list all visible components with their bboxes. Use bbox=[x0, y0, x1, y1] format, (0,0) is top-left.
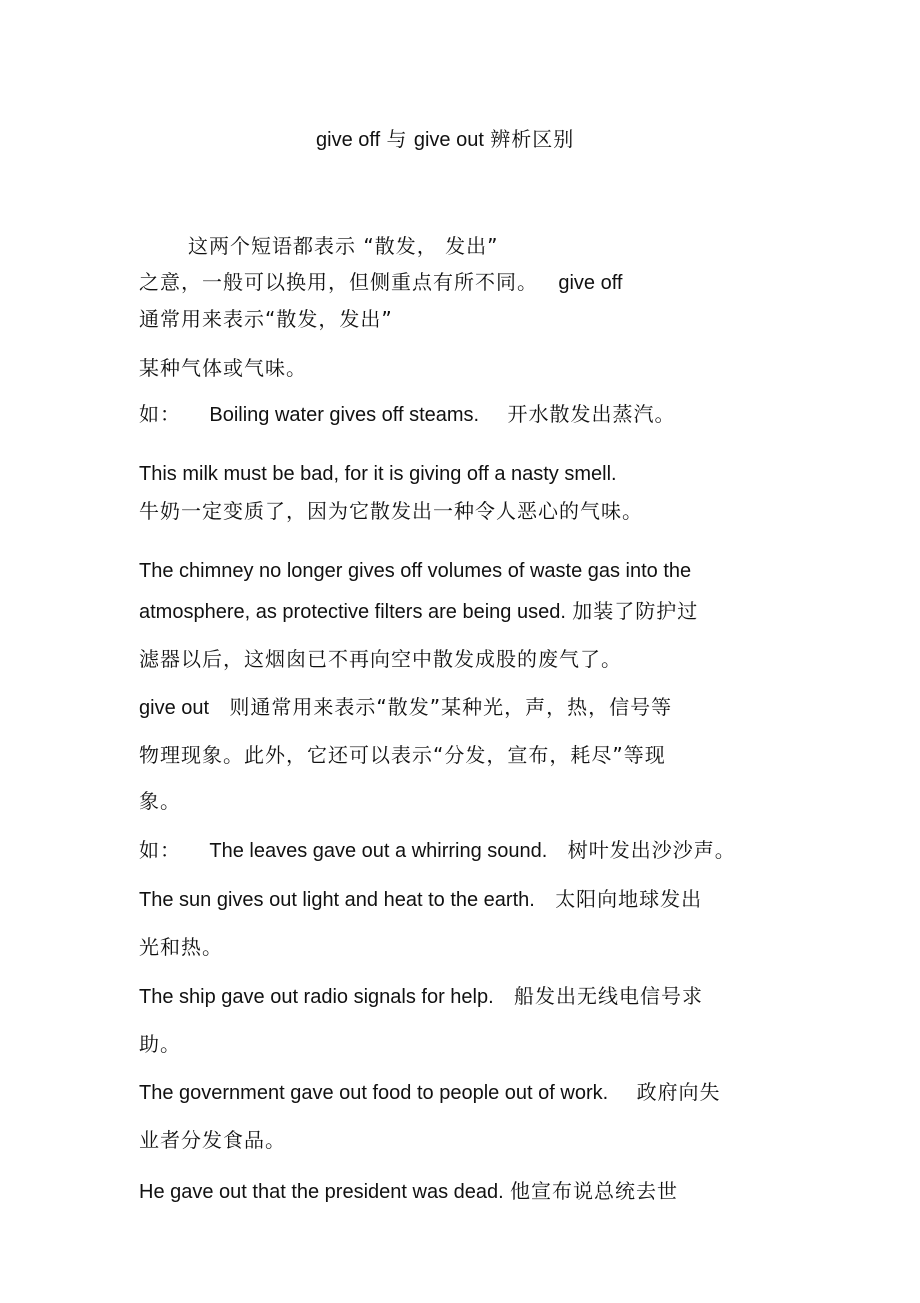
example-2-english: This milk must be bad, for it is giving off a nasty smell. bbox=[139, 463, 617, 485]
example-4-chinese: 树叶发出沙沙声。 bbox=[567, 838, 736, 862]
example-1-prefix: 如： bbox=[139, 402, 181, 426]
example-4-english: The leaves gave out a whirring sound. bbox=[209, 840, 548, 862]
example-6-chinese-line-1: 船发出无线电信号求 bbox=[514, 984, 704, 1008]
example-6-chinese-line-2: 助。 bbox=[139, 1032, 181, 1056]
example-1-chinese: 开水散发出蒸汽。 bbox=[507, 402, 676, 426]
title-phrase-1: give off bbox=[316, 129, 381, 151]
example-7-english: The government gave out food to people out of work. bbox=[139, 1082, 609, 1104]
example-2-chinese: 牛奶一定变质了，因为它散发出一种令人恶心的气味。 bbox=[139, 499, 643, 523]
intro-line-4: 某种气体或气味。 bbox=[139, 356, 307, 380]
example-4 bbox=[139, 837, 736, 864]
example-7-chinese-line-2: 业者分发食品。 bbox=[139, 1128, 286, 1152]
example-6-line-1 bbox=[139, 983, 703, 1010]
intro-line-2 bbox=[139, 269, 622, 296]
example-1 bbox=[139, 401, 675, 428]
example-7-line-1 bbox=[139, 1079, 721, 1106]
give-out-definition-text: 则通常用来表示“散发”某种光，声，热，信号等 bbox=[229, 695, 673, 719]
example-5-chinese-line-1: 太阳向地球发出 bbox=[555, 887, 703, 911]
title-phrase-2: give out bbox=[413, 129, 484, 151]
give-out-definition-line-2: 物理现象。此外，它还可以表示“分发，宣布，耗尽”等现 bbox=[139, 743, 666, 767]
intro-line-2-text: 之意，一般可以换用，但侧重点有所不同。 bbox=[139, 270, 538, 294]
example-5-chinese-line-2: 光和热。 bbox=[139, 935, 223, 959]
example-3-chinese-line-2: 滤器以后，这烟囱已不再向空中散发成股的废气了。 bbox=[139, 647, 622, 671]
give-out-definition-line-1 bbox=[139, 694, 672, 721]
give-out-definition-line-3: 象。 bbox=[139, 789, 181, 813]
example-3-line-2 bbox=[139, 598, 698, 625]
example-3-english-line-1: The chimney no longer gives off volumes of waste gas into the bbox=[139, 560, 692, 582]
give-out-phrase: give out bbox=[139, 697, 210, 719]
example-5-line-1 bbox=[139, 886, 702, 913]
example-3-english-line-2: atmosphere, as protective filters are being used. bbox=[139, 601, 566, 623]
intro-line-2-phrase: give off bbox=[558, 272, 623, 294]
example-4-prefix: 如： bbox=[139, 838, 181, 862]
page-title bbox=[316, 126, 574, 153]
example-6-english: The ship gave out radio signals for help. bbox=[139, 986, 494, 1008]
title-connector: 与 bbox=[386, 127, 408, 151]
intro-line-1: 这两个短语都表示 “散发， 发出” bbox=[188, 234, 499, 258]
example-8-chinese: 他宣布说总统去世 bbox=[510, 1179, 679, 1203]
example-8 bbox=[139, 1178, 678, 1205]
example-5-english: The sun gives out light and heat to the earth. bbox=[139, 889, 535, 911]
title-suffix: 辨析区别 bbox=[490, 127, 575, 151]
example-7-chinese-line-1: 政府向失 bbox=[636, 1080, 721, 1104]
example-8-english: He gave out that the president was dead. bbox=[139, 1181, 504, 1203]
example-1-english: Boiling water gives off steams. bbox=[209, 404, 480, 426]
intro-line-3: 通常用来表示“散发，发出” bbox=[139, 307, 393, 331]
example-3-chinese-line-1: 加装了防护过 bbox=[572, 599, 699, 623]
